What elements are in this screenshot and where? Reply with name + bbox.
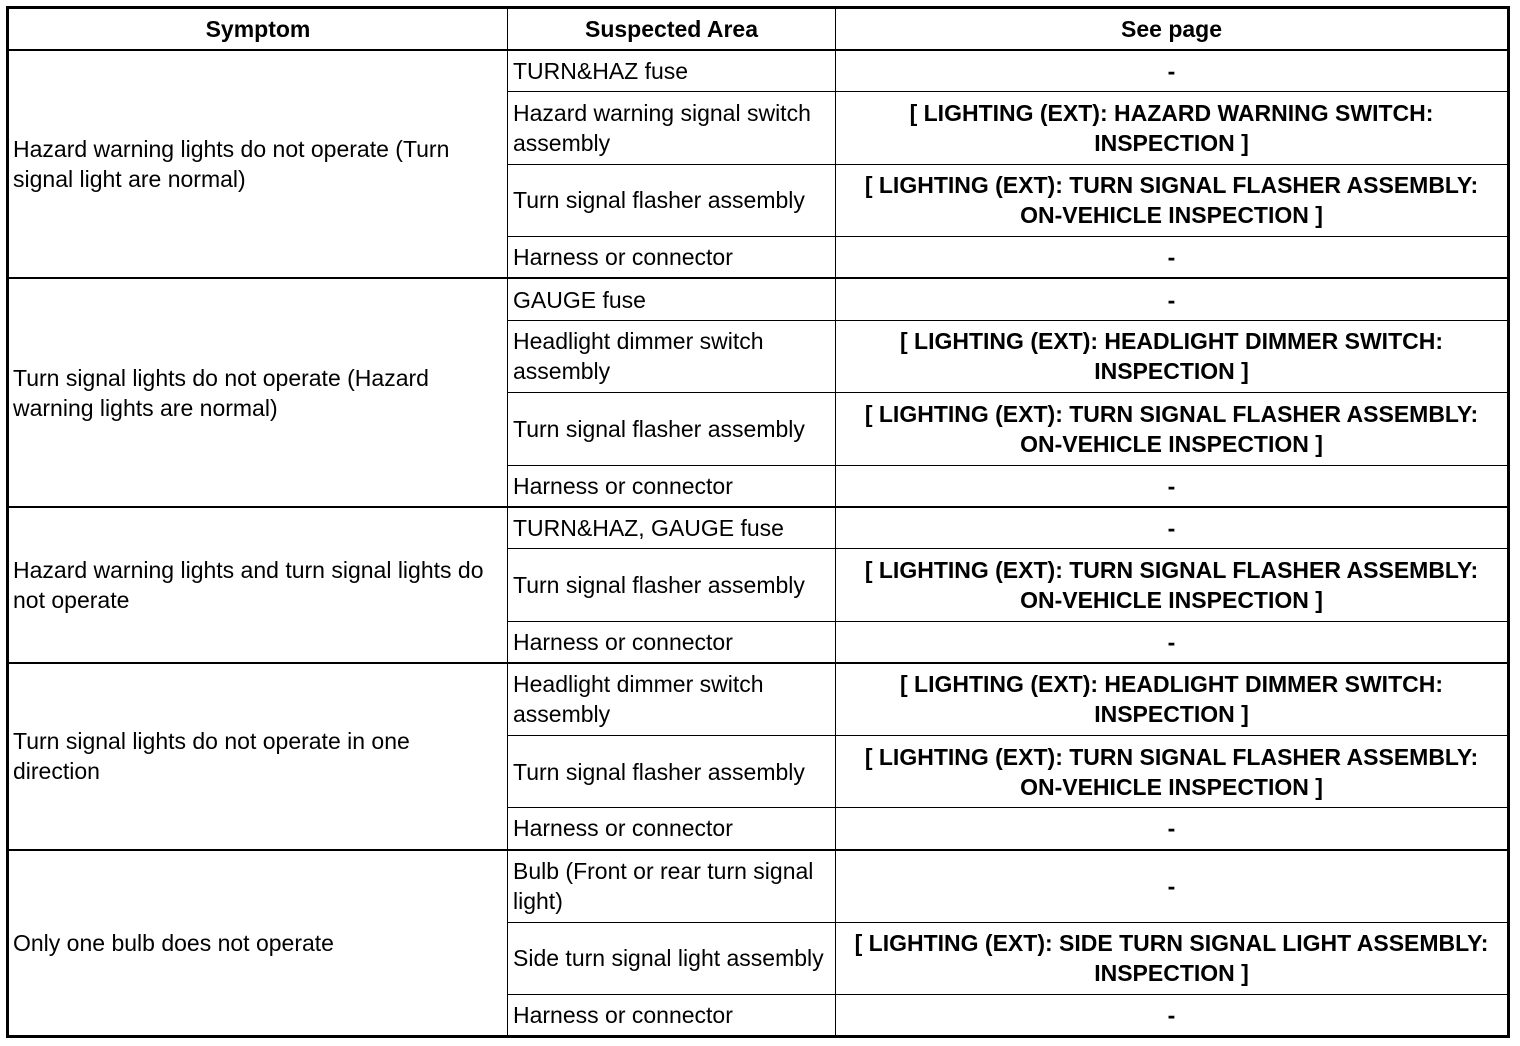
table-row (8, 850, 1509, 922)
suspected-area-cell: Turn signal flasher assembly (508, 549, 836, 621)
see-page-cell: [ LIGHTING (EXT): HEADLIGHT DIMMER SWITCH: INSPECTION ] (836, 320, 1509, 392)
see-page-cell: [ LIGHTING (EXT): TURN SIGNAL FLASHER ASSEMBLY: ON-VEHICLE INSPECTION ] (836, 735, 1509, 807)
symptom-cell: Hazard warning lights and turn signal lights do not operate (8, 507, 508, 663)
suspected-area-cell: TURN&HAZ fuse (508, 50, 836, 92)
suspected-area-cell: TURN&HAZ, GAUGE fuse (508, 507, 836, 549)
see-page-cell: [ LIGHTING (EXT): HEADLIGHT DIMMER SWITCH: INSPECTION ] (836, 663, 1509, 735)
table-row (8, 50, 1509, 92)
suspected-area-cell: Turn signal flasher assembly (508, 735, 836, 807)
suspected-area-cell: Headlight dimmer switch assembly (508, 663, 836, 735)
suspected-area-cell: Harness or connector (508, 237, 836, 279)
suspected-area-cell: Harness or connector (508, 465, 836, 507)
see-page-cell: [ LIGHTING (EXT): TURN SIGNAL FLASHER ASSEMBLY: ON-VEHICLE INSPECTION ] (836, 164, 1509, 236)
table-row (8, 278, 1509, 320)
symptom-cell: Hazard warning lights do not operate (Turn signal light are normal) (8, 50, 508, 278)
suspected-area-cell: Harness or connector (508, 621, 836, 663)
header-row (8, 8, 1509, 51)
suspected-area-cell: Harness or connector (508, 994, 836, 1036)
see-page-cell: [ LIGHTING (EXT): TURN SIGNAL FLASHER ASSEMBLY: ON-VEHICLE INSPECTION ] (836, 393, 1509, 465)
table-row (8, 663, 1509, 735)
suspected-area-cell: Bulb (Front or rear turn signal light) (508, 850, 836, 922)
see-page-cell: - (836, 507, 1509, 549)
see-page-cell: - (836, 808, 1509, 850)
symptom-cell: Turn signal lights do not operate in one direction (8, 663, 508, 850)
see-page-cell: [ LIGHTING (EXT): SIDE TURN SIGNAL LIGHT ASSEMBLY: INSPECTION ] (836, 922, 1509, 994)
suspected-area-cell: Harness or connector (508, 808, 836, 850)
suspected-area-cell: GAUGE fuse (508, 278, 836, 320)
suspected-area-cell: Turn signal flasher assembly (508, 164, 836, 236)
symptom-cell: Only one bulb does not operate (8, 850, 508, 1037)
see-page-cell: - (836, 465, 1509, 507)
symptom-table (6, 6, 1510, 1038)
header-see-page: See page (836, 8, 1509, 51)
see-page-cell: - (836, 237, 1509, 279)
suspected-area-cell: Headlight dimmer switch assembly (508, 320, 836, 392)
suspected-area-cell: Turn signal flasher assembly (508, 393, 836, 465)
header-suspected-area: Suspected Area (508, 8, 836, 51)
suspected-area-cell: Hazard warning signal switch assembly (508, 92, 836, 164)
see-page-cell: [ LIGHTING (EXT): TURN SIGNAL FLASHER ASSEMBLY: ON-VEHICLE INSPECTION ] (836, 549, 1509, 621)
see-page-cell: [ LIGHTING (EXT): HAZARD WARNING SWITCH: INSPECTION ] (836, 92, 1509, 164)
see-page-cell: - (836, 621, 1509, 663)
table-row (8, 507, 1509, 549)
suspected-area-cell: Side turn signal light assembly (508, 922, 836, 994)
see-page-cell: - (836, 278, 1509, 320)
see-page-cell: - (836, 850, 1509, 922)
symptom-cell: Turn signal lights do not operate (Hazard warning lights are normal) (8, 278, 508, 506)
see-page-cell: - (836, 50, 1509, 92)
header-symptom: Symptom (8, 8, 508, 51)
see-page-cell: - (836, 994, 1509, 1036)
